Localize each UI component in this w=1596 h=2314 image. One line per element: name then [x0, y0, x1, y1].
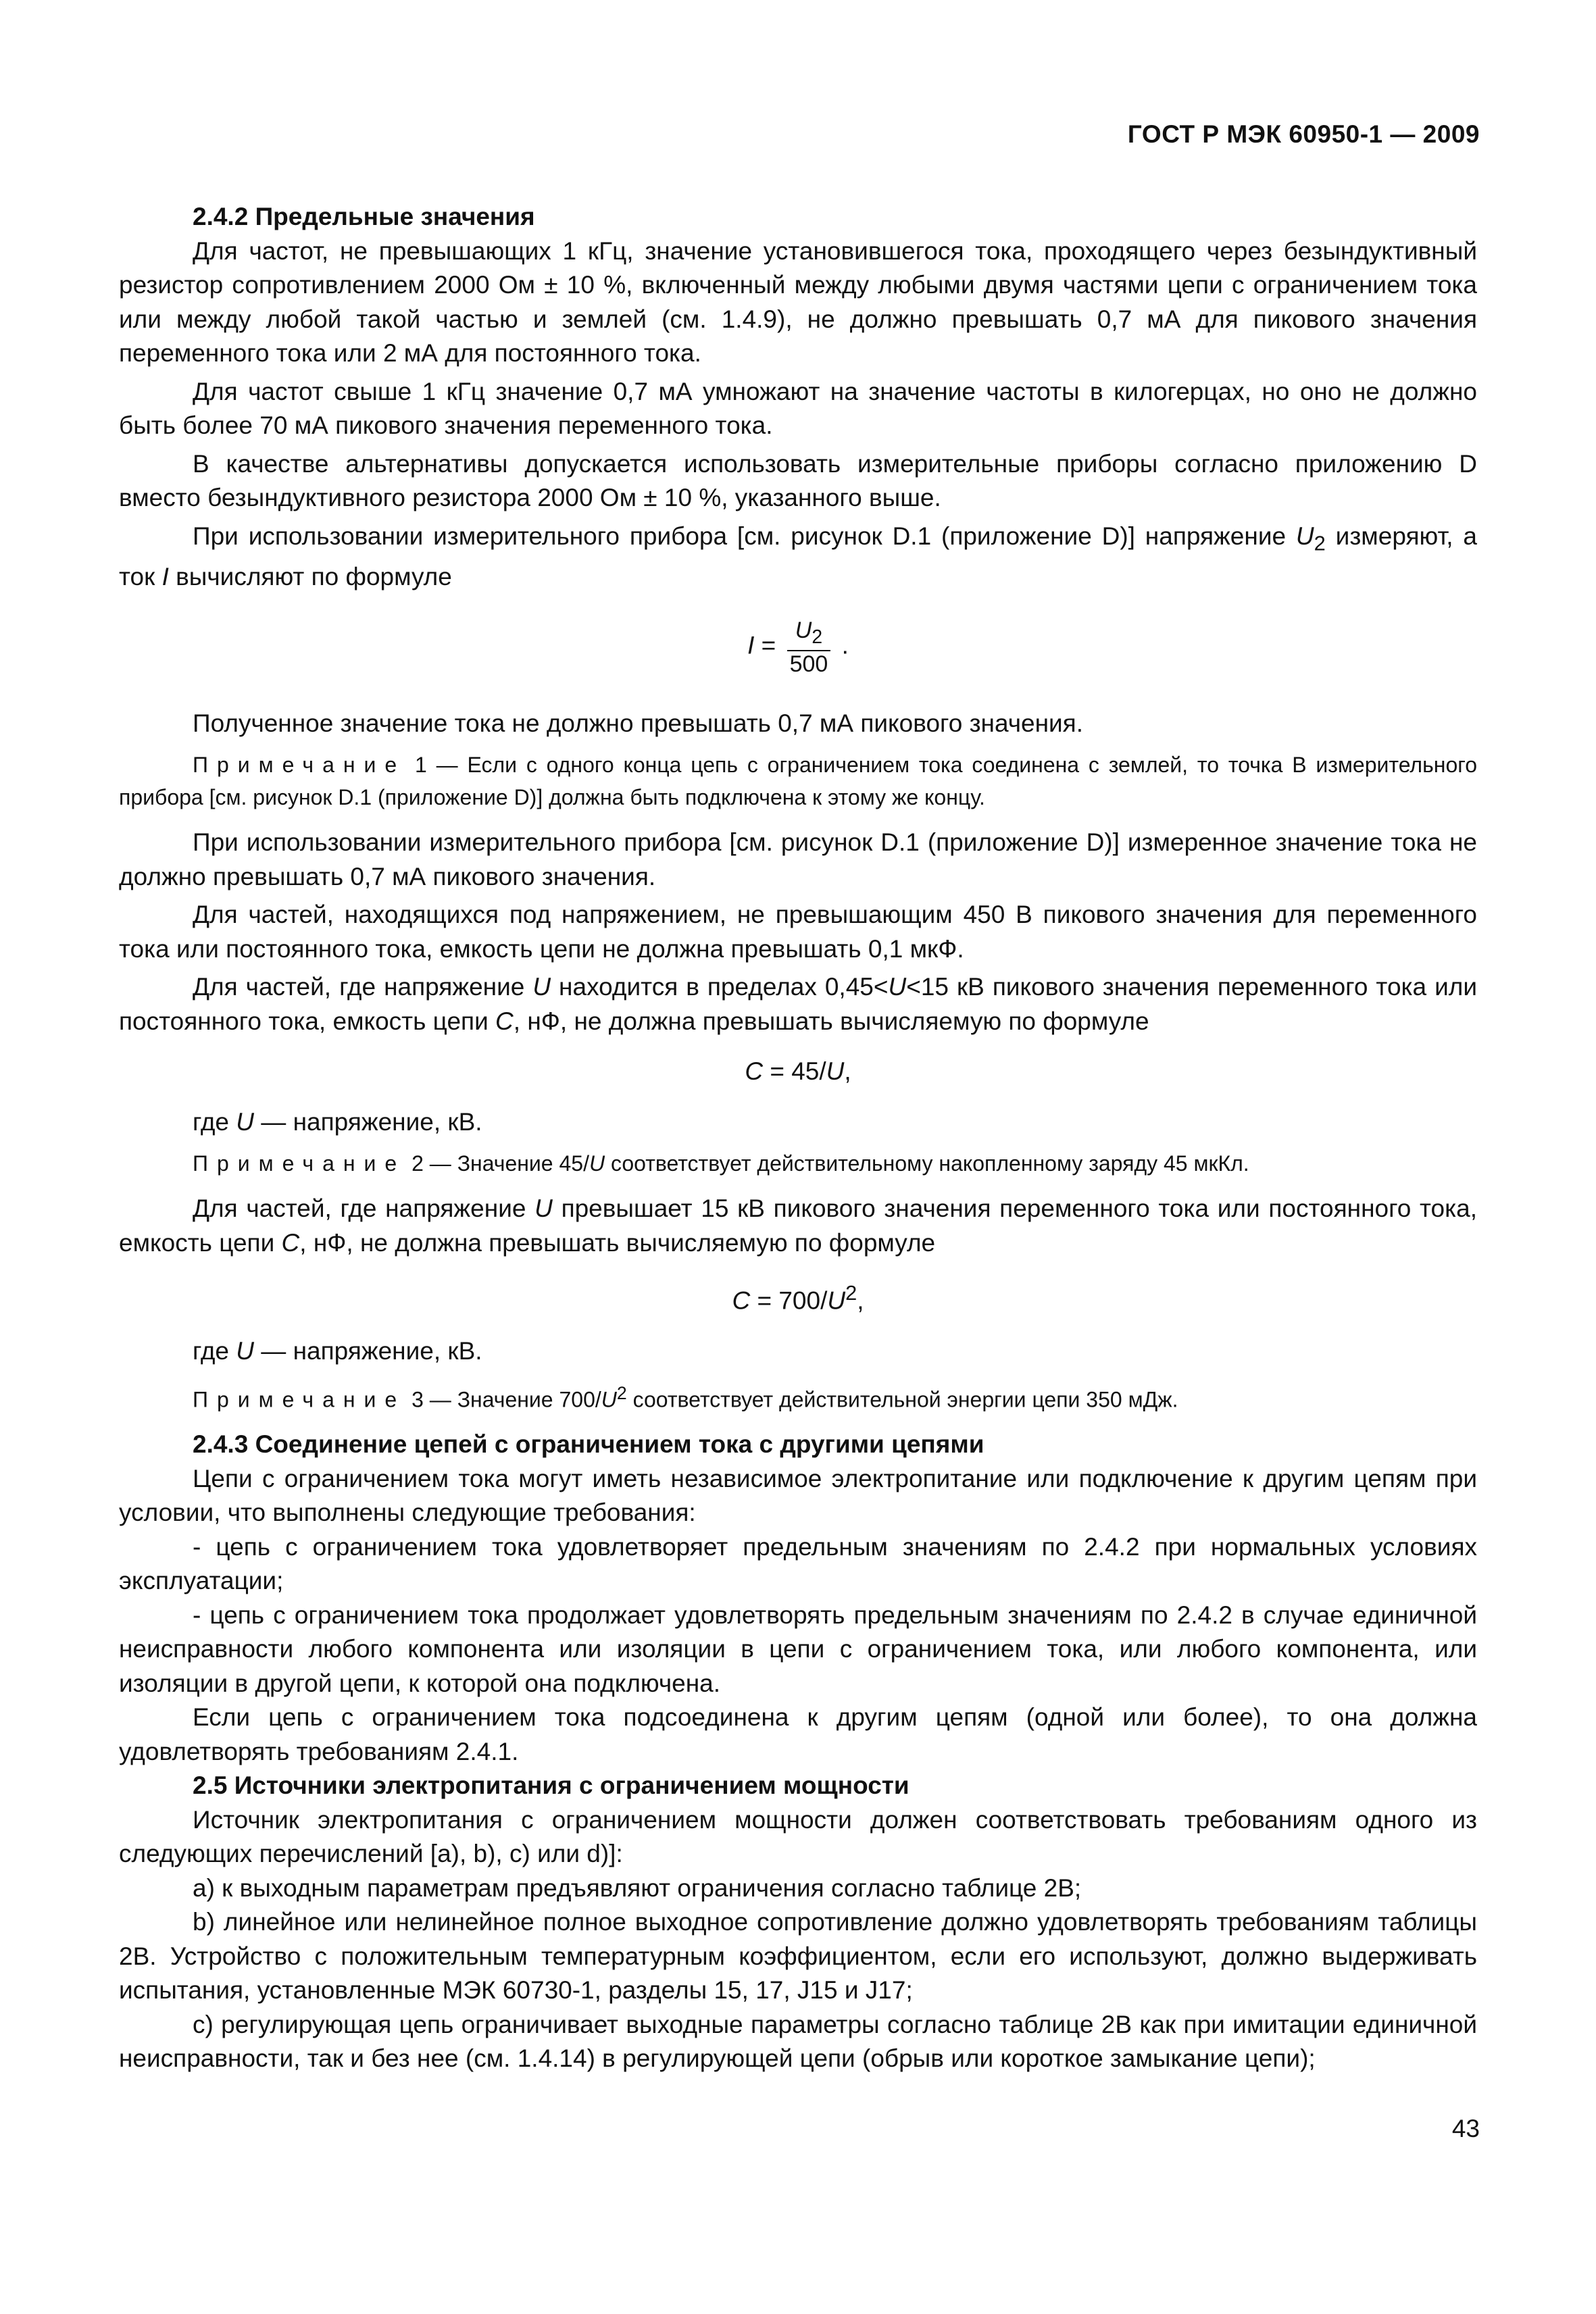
- paragraph-2: Для частот свыше 1 кГц значение 0,7 мА умножают на значение частоты в килогерцах, но оно не должно быть более 70 мА пикового значения переменного тока.: [119, 377, 1477, 439]
- note-2: Примечание 2 — Значение 45/U соответствует действительному накопленному заряду 45 мкКл.: [193, 1151, 1249, 1176]
- section-2-4-2-title: 2.4.2 Предельные значения: [193, 203, 535, 230]
- list-item-b: b) линейное или нелинейное полное выходное сопротивление должно удовлетворять требованиям таблицы 2В. Устройство с положительным температурным коэффициентом, если его используют, должно выдерживать испытания, установленные МЭК 60730-1, разделы 15, 17, J15 и J17;: [119, 1908, 1477, 2005]
- paragraph-3: В качестве альтернативы допускается использовать измерительные приборы согласно приложению D вместо безындуктивного резистора 2000 Ом ± 10 %, указанного выше.: [119, 449, 1477, 511]
- paragraph-10: Цепи с ограничением тока могут иметь независимое электропитание или подключение к другим цепям при условии, что выполнены следующие требования:: [119, 1464, 1477, 1527]
- paragraph-14: Источник электропитания с ограничением мощности должен соответствовать требованиям одного из следующих перечислений [а), b), с) или d)]:: [119, 1805, 1477, 1868]
- paragraph-1: Для частот, не превышающих 1 кГц, значение установившегося тока, проходящего через безындуктивный резистор сопротивлением 2000 Ом ± 10 %, включенный между любыми двумя частями цепи с ограничением тока или между любой такой частью и землей (см. 1.4.9), не должно превышать 0,7 мА для пикового значения переменного тока или 2 мА для постоянного тока.: [119, 236, 1477, 367]
- paragraph-9: Для частей, где напряжение U превышает 15 кВ пикового значения переменного тока или постоянного тока, емкость цепи C, нФ, не должна превышать вычисляемую по формуле: [119, 1194, 1477, 1257]
- where-clause-1: где U — напряжение, кВ.: [193, 1107, 482, 1136]
- paragraph-12: - цепь с ограничением тока продолжает удовлетворять предельным значениям по 2.4.2 в случае единичной неисправности любого компонента или изоляции в цепи с ограничением тока, или любого компонента, или изоляции в другой цепи, к которой она подключена.: [119, 1601, 1477, 1697]
- document-header: ГОСТ Р МЭК 60950-1 — 2009: [1127, 120, 1480, 148]
- formula-capacitance-2: $C = 700/U^2$,: [732, 1281, 864, 1315]
- paragraph-8: Для частей, где напряжение U находится в пределах 0,45<U<15 кВ пикового значения переменного тока или постоянного тока, емкость цепи C, нФ, не должна превышать вычисляемую по формуле: [119, 973, 1478, 1035]
- paragraph-6: При использовании измерительного прибора [см. рисунок D.1 (приложение D)] измеренное значение тока не должно превышать 0,7 мА пикового значения.: [119, 828, 1477, 890]
- paragraph-13: Если цепь с ограничением тока подсоединена к другим цепям (одной или более), то она должна удовлетворять требованиям 2.4.1.: [119, 1703, 1477, 1765]
- note-1: Примечание 1 — Если с одного конца цепь с ограничением тока соединена с землей, то точка В измерительного прибора [см. рисунок D.1 (приложение D)] должна быть подключена к этому же концу.: [119, 753, 1477, 810]
- fraction: $\frac{U_2}{500}$: [787, 618, 831, 677]
- list-item-a: а) к выходным параметрам предъявляют ограничения согласно таблице 2В;: [193, 1873, 1082, 1902]
- list-item-c: с) регулирующая цепь ограничивает выходные параметры согласно таблице 2В как при имитации единичной неисправности, так и без нее (см. 1.4.14) в регулирующей цепи (обрыв или короткое замыкание цепи);: [119, 2010, 1477, 2073]
- section-2-4-3-title: 2.4.3 Соединение цепей с ограничением тока с другими цепями: [193, 1430, 984, 1459]
- note-3: Примечание 3 — Значение $700/U^2$ соответствует действительной энергии цепи 350 мДж.: [193, 1382, 1178, 1412]
- formula-current: I = $\frac{U_2}{500}$ .: [747, 617, 849, 677]
- page-content: [119, 200, 1477, 2076]
- formula-capacitance-1: C = 45/U,: [745, 1057, 851, 1086]
- section-2-5-title: 2.5 Источники электропитания с ограничением мощности: [193, 1771, 909, 1800]
- paragraph-5: Полученное значение тока не должно превышать 0,7 мА пикового значения.: [193, 709, 1083, 737]
- where-clause-2: где U — напряжение, кВ.: [193, 1337, 482, 1365]
- paragraph-4: При использовании измерительного прибора [см. рисунок D.1 (приложение D)] напряжение $U_2$ измеряют, а ток I вычисляют по формуле: [119, 522, 1478, 591]
- paragraph-7: Для частей, находящихся под напряжением, не превышающим 450 В пикового значения для переменного тока или постоянного тока, емкость цепи не должна превышать 0,1 мкФ.: [119, 901, 1477, 963]
- page-number: 43: [1451, 2115, 1480, 2142]
- paragraph-11: - цепь с ограничением тока удовлетворяет предельным значениям по 2.4.2 при нормальных условиях эксплуатации;: [119, 1532, 1477, 1595]
